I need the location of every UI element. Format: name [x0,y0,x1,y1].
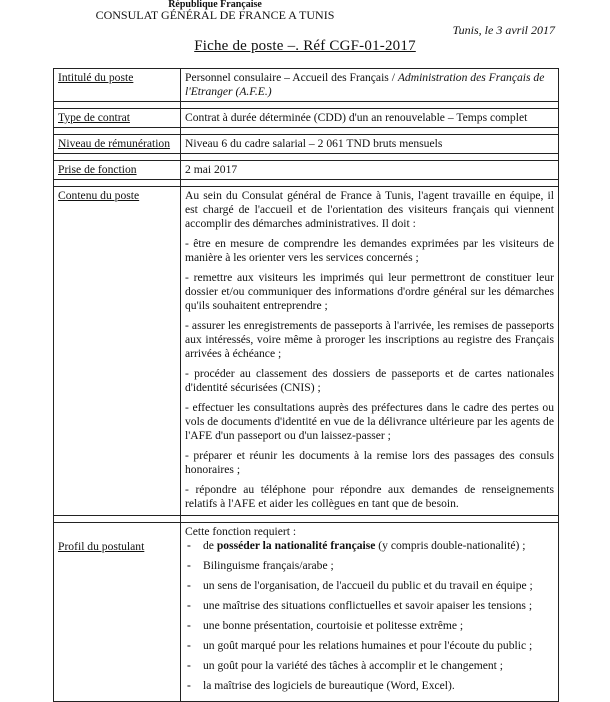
row-salary [54,135,559,154]
label-salary: Niveau de rémunération [54,135,181,154]
content-paragraph: - effectuer les consultations auprès des préfectures dans le cadre des pertes ou vols de documents d'identité en vue de la délivrance ultérieure par les agents de l'AFE d'un passeport ou d'un laissez-passer ; [185,401,554,442]
value-salary: Niveau 6 du cadre salarial – 2 061 TND bruts mensuels [181,135,559,154]
row-start-date [54,161,559,180]
row-candidate-profile [54,523,559,702]
document-title: Fiche de poste –. Réf CGF-01-2017 [194,38,416,54]
republic-header: République Française [168,0,262,10]
profile-intro: Cette fonction requiert : [185,525,297,538]
requirement-item: - un goût pour la variété des tâches à accomplir et le changement ; [185,659,554,673]
content-paragraph: Au sein du Consulat général de France à Tunis, l'agent travaille en équipe, il est chargé de l'accueil et de l'orientation des visiteurs français qui viennent accomplir des démarches administratives. Il doit : [185,189,554,230]
content-paragraph: - remettre aux visiteurs les imprimés qui leur permettront de constituer leur dossier et/ou communiquer des informations d'ordre général sur les démarches qu'ils souhaitent entreprendre ; [185,271,554,312]
value-contract-type: Contrat à durée déterminée (CDD) d'un an renouvelable – Temps complet [181,109,559,128]
label-job-title: Intitulé du poste [54,69,181,102]
content-paragraph: - assurer les enregistrements de passeports à l'arrivée, les remises de passeports aux intéressés, voire même à proroger les inscriptions au registre des Français arrivées à échéance ; [185,319,554,360]
content-paragraph: - être en mesure de comprendre les demandes exprimées par les visiteurs de manière à les orienter vers les services concernés ; [185,237,554,264]
requirement-item: - la maîtrise des logiciels de bureautique (Word, Excel). [185,679,554,693]
requirement-list [185,539,554,693]
content-paragraph: - préparer et réunir les documents à la remise lors des passages des consuls honoraires ; [185,449,554,476]
value-start-date: 2 mai 2017 [181,161,559,180]
requirement-item: - Bilinguisme français/arabe ; [185,559,554,573]
requirement-item: - un goût marqué pour les relations humaines et pour l'écoute du public ; [185,639,554,653]
value-candidate-profile [181,523,559,702]
content-paragraph: - procéder au classement des dossiers de passeports et de cartes nationales d'identité sécurisées (CNIS) ; [185,367,554,394]
requirement-item: - un sens de l'organisation, de l'accueil du public et du travail en équipe ; [185,579,554,593]
job-sheet-table [53,68,559,702]
requirement-item: - une bonne présentation, courtoisie et politesse extrême ; [185,619,554,633]
job-title-italic: Administration des Français de l'Etranger (A.F.E.) [185,71,545,98]
consulate-header: CONSULAT GÉNÉRAL DE FRANCE A TUNIS [95,8,335,22]
value-job-content [181,187,559,516]
label-contract-type: Type de contrat [54,109,181,128]
value-job-title [181,69,559,102]
row-job-content [54,187,559,516]
label-job-content: Contenu du poste [54,187,181,516]
content-paragraph: - répondre au téléphone pour répondre aux demandes de renseignements relatifs à l'AFE et aider les collègues en tant que de besoin. [185,483,554,510]
row-contract-type [54,109,559,128]
row-job-title [54,69,559,102]
label-candidate-profile: Profil du postulant [54,523,181,702]
requirement-item: - de posséder la nationalité française (y compris double-nationalité) ; [185,539,554,553]
document-date: Tunis, le 3 avril 2017 [452,23,555,37]
job-title-main: Personnel consulaire – Accueil des Français / [185,71,398,84]
label-start-date: Prise de fonction [54,161,181,180]
requirement-item: - une maîtrise des situations conflictuelles et savoir apaiser les tensions ; [185,599,554,613]
